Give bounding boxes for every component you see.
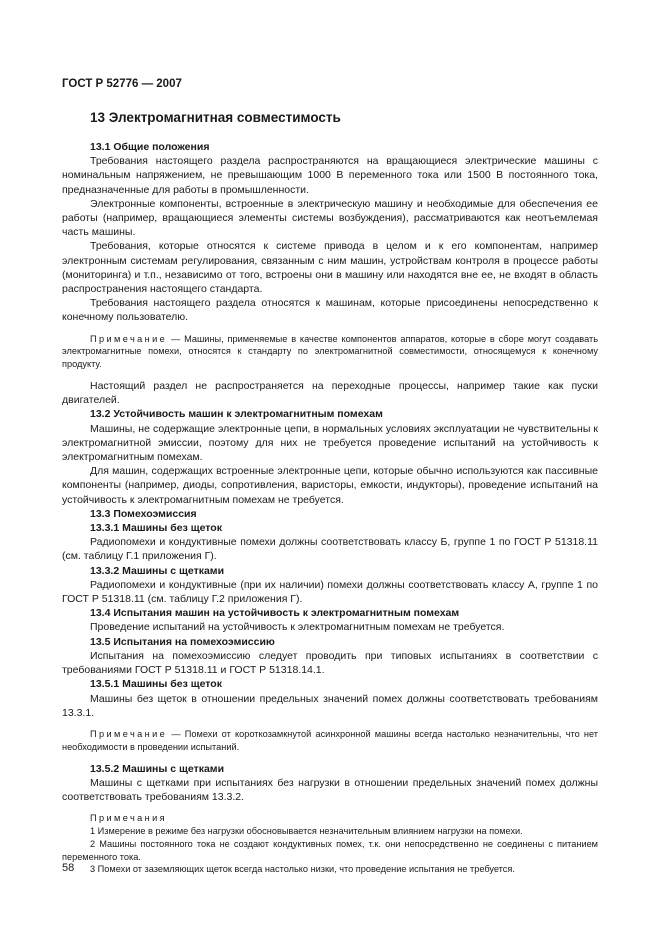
paragraph: Требования настоящего раздела распространяются на вращающиеся электрические машины с номинальным напряжением, не превышающим 1000 В переменного тока или 1500 В постоянного тока, предназначенные для работы в промышленности.	[62, 155, 598, 196]
heading-13-3-2: 13.3.2 Машины с щетками	[90, 564, 225, 577]
paragraph: Для машин, содержащих встроенные электронные цепи, которые обычно используются как пассивные компоненты (например, диоды, сопротивления, варисторы, емкости, индукторы), проведение испытаний на устойчивость к электромагнитным помехам не требуется.	[62, 465, 598, 506]
note-item: 3 Помехи от заземляющих щеток всегда настолько низки, что проведение испытания не требуется.	[90, 864, 515, 875]
note-text: — Помехи от короткозамкнутой асинхронной машины всегда настолько незначительны, что нет необходимости в проведении испытаний.	[62, 728, 598, 752]
note-item: 1 Измерение в режиме без нагрузки обосновывается незначительным влиянием нагрузки на помехи.	[90, 825, 523, 836]
paragraph: Радиопомехи и кондуктивные (при их наличии) помехи должны соответствовать классу А, группе 1 по ГОСТ Р 51318.11 (см. таблицу Г.2 приложения Г).	[62, 578, 598, 606]
paragraph: Требования настоящего раздела относятся к машинам, которые присоединены непосредственно к конечному пользователю.	[62, 297, 598, 324]
notes-label: Примечания	[90, 813, 168, 824]
note	[62, 333, 598, 371]
paragraph: Машины, не содержащие электронные цепи, в нормальных условиях эксплуатации не чувствительны к электромагнитной эмиссии, поэтому для них не требуется проведение испытаний на устойчивость к электромагнитным помехам.	[62, 422, 598, 464]
section-title: 13 Электромагнитная совместимость	[90, 110, 341, 125]
heading-13-4: 13.4 Испытания машин на устойчивость к электромагнитным помехам	[90, 607, 460, 620]
paragraph: Испытания на помехоэмиссию следует проводить при типовых испытаниях в соответствии с требованиями ГОСТ Р 51318.11 и ГОСТ Р 51318.14.1.	[62, 649, 598, 677]
note-label: Примечание	[90, 333, 168, 344]
heading-13-5: 13.5 Испытания на помехоэмиссию	[90, 635, 275, 648]
notes-block	[62, 812, 598, 876]
heading-13-3: 13.3 Помехоэмиссия	[90, 507, 197, 520]
heading-13-3-1: 13.3.1 Машины без щеток	[90, 522, 222, 535]
note-text: — Машины, применяемые в качестве компонентов аппаратов, которые в сборе могут создавать электромагнитные помехи, относятся к стандарту по электромагнитной совместимости, относящемуся к конечному продукту.	[62, 333, 598, 370]
note-label: Примечание	[90, 728, 168, 739]
page-number: 58	[62, 862, 75, 874]
note-item: 2 Машины постоянного тока не создают кондуктивных помех, т.к. они непосредственно не соединены с питанием переменного тока.	[62, 838, 598, 862]
document-code: ГОСТ Р 52776 — 2007	[62, 78, 182, 90]
paragraph: Электронные компоненты, встроенные в электрическую машину и необходимые для обеспечения ее работы (например, вращающиеся элементы системы возбуждения), рассматриваются как неотъемлемая часть машины.	[62, 197, 598, 239]
heading-13-5-1: 13.5.1 Машины без щеток	[90, 678, 222, 691]
heading-13-1: 13.1 Общие положения	[90, 141, 210, 153]
heading-13-5-2: 13.5.2 Машины с щетками	[90, 762, 225, 775]
page-content	[62, 104, 598, 876]
paragraph: Радиопомехи и кондуктивные помехи должны соответствовать классу Б, группе 1 по ГОСТ Р 51318.11 (см. таблицу Г.1 приложения Г).	[62, 536, 598, 563]
heading-13-2: 13.2 Устойчивость машин к электромагнитным помехам	[90, 408, 383, 421]
paragraph: Машины без щеток в отношении предельных значений помех должны соответствовать требованиям 13.3.1.	[62, 692, 598, 719]
paragraph: Настоящий раздел не распространяется на переходные процессы, например такие как пуски двигателей.	[62, 380, 598, 407]
paragraph: Машины с щетками при испытаниях без нагрузки в отношении предельных значений помех должны соответствовать требованиям 13.3.2.	[62, 776, 598, 803]
paragraph: Проведение испытаний на устойчивость к электромагнитным помехам не требуется.	[90, 621, 505, 634]
paragraph: Требования, которые относятся к системе привода в целом и к его компонентам, например электронным системам регулирования, связанным с ним машин, устройствам контроля в процессе работы (мониторинга) и т.п., независимо от того, встроены они в машину или находятся вне ее, не входят в область распространения настоящего стандарта.	[62, 240, 598, 296]
note	[62, 728, 598, 754]
